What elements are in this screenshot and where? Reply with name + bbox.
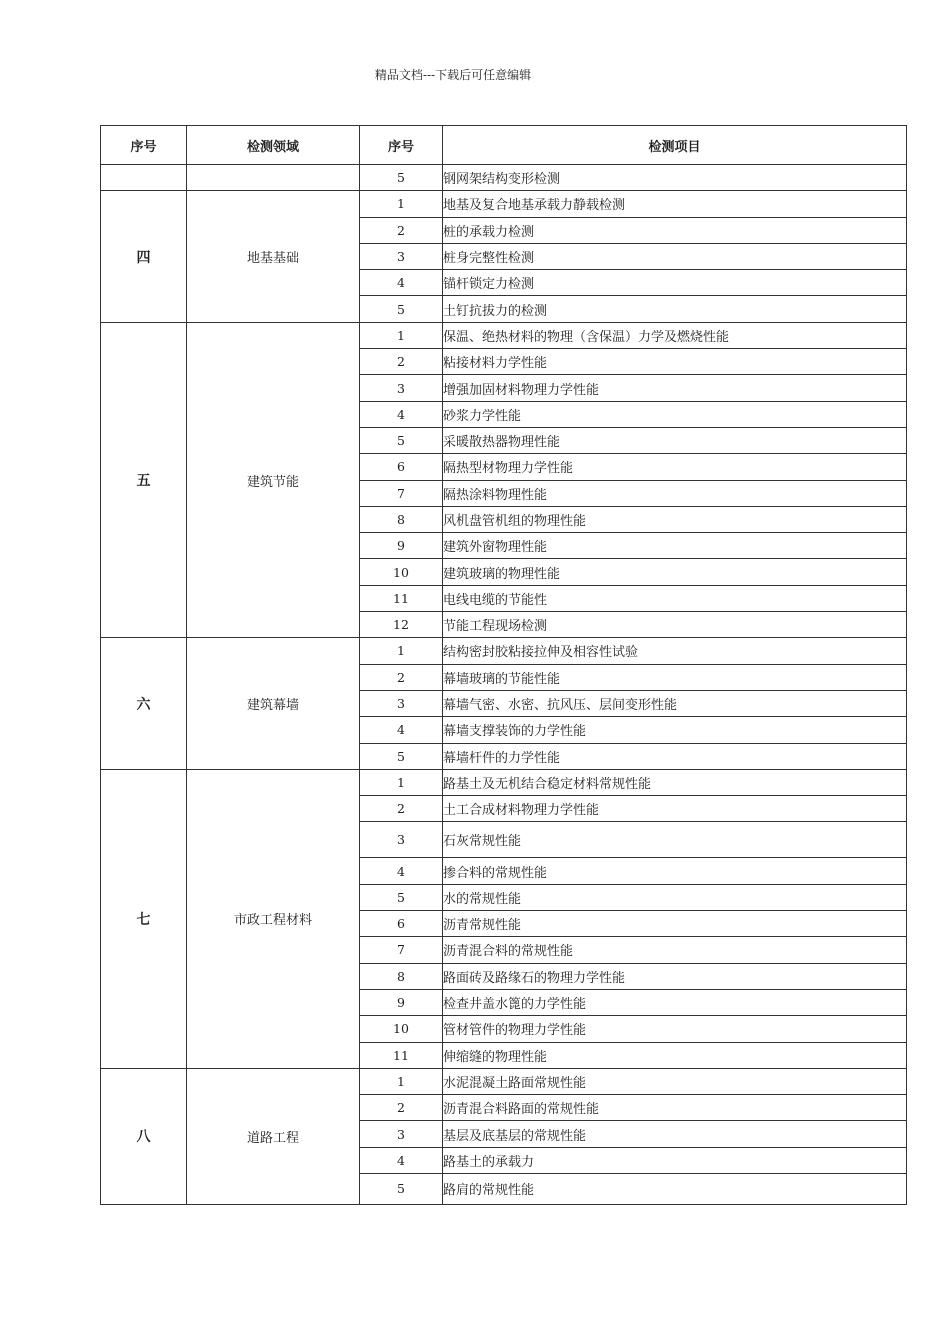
item-name: 钢网架结构变形检测 (443, 165, 907, 191)
item-number: 2 (360, 1095, 443, 1121)
item-name: 水的常规性能 (443, 884, 907, 910)
item-number: 5 (360, 427, 443, 453)
item-name: 结构密封胶粘接拉伸及相容性试验 (443, 638, 907, 664)
group-field: 市政工程材料 (187, 769, 360, 1068)
item-number: 6 (360, 911, 443, 937)
item-number: 3 (360, 822, 443, 858)
item-number: 1 (360, 769, 443, 795)
group-field: 道路工程 (187, 1068, 360, 1204)
item-number: 9 (360, 989, 443, 1015)
item-name: 锚杆锁定力检测 (443, 270, 907, 296)
group-number: 六 (101, 638, 187, 769)
item-name: 增强加固材料物理力学性能 (443, 375, 907, 401)
group-number (101, 165, 187, 191)
item-name: 隔热涂料物理性能 (443, 480, 907, 506)
item-number: 3 (360, 690, 443, 716)
group-number: 四 (101, 191, 187, 322)
item-number: 7 (360, 937, 443, 963)
col-field: 检测领域 (187, 126, 360, 165)
item-number: 1 (360, 1068, 443, 1094)
item-number: 5 (360, 296, 443, 322)
item-number: 3 (360, 1121, 443, 1147)
item-name: 保温、绝热材料的物理（含保温）力学及燃烧性能 (443, 322, 907, 348)
group-field: 建筑节能 (187, 322, 360, 638)
item-name: 沥青混合料路面的常规性能 (443, 1095, 907, 1121)
item-number: 2 (360, 217, 443, 243)
item-number: 1 (360, 322, 443, 348)
inspection-table (100, 125, 907, 1205)
item-name: 建筑玻璃的物理性能 (443, 559, 907, 585)
item-name: 沥青常规性能 (443, 911, 907, 937)
item-name: 桩的承载力检测 (443, 217, 907, 243)
table-row (101, 322, 907, 348)
item-name: 桩身完整性检测 (443, 243, 907, 269)
item-name: 路面砖及路缘石的物理力学性能 (443, 963, 907, 989)
item-number: 5 (360, 884, 443, 910)
item-number: 2 (360, 349, 443, 375)
item-number: 5 (360, 1173, 443, 1204)
item-name: 采暖散热器物理性能 (443, 427, 907, 453)
item-number: 1 (360, 191, 443, 217)
item-name: 土工合成材料物理力学性能 (443, 796, 907, 822)
item-number: 3 (360, 243, 443, 269)
item-number: 5 (360, 165, 443, 191)
item-number: 11 (360, 1042, 443, 1068)
table-row (101, 1068, 907, 1094)
item-name: 掺合料的常规性能 (443, 858, 907, 884)
item-name: 水泥混凝土路面常规性能 (443, 1068, 907, 1094)
item-name: 电线电缆的节能性 (443, 585, 907, 611)
item-number: 4 (360, 717, 443, 743)
group-field: 地基基础 (187, 191, 360, 322)
document-header: 精品文档---下载后可任意编辑 (374, 68, 532, 82)
group-field: 建筑幕墙 (187, 638, 360, 769)
item-number: 8 (360, 506, 443, 532)
item-number: 4 (360, 858, 443, 884)
item-number: 12 (360, 612, 443, 638)
item-name: 沥青混合料的常规性能 (443, 937, 907, 963)
item-name: 幕墙气密、水密、抗风压、层间变形性能 (443, 690, 907, 716)
item-number: 8 (360, 963, 443, 989)
item-number: 10 (360, 559, 443, 585)
item-name: 伸缩缝的物理性能 (443, 1042, 907, 1068)
item-number: 3 (360, 375, 443, 401)
item-name: 路肩的常规性能 (443, 1173, 907, 1204)
item-name: 幕墙杆件的力学性能 (443, 743, 907, 769)
item-number: 5 (360, 743, 443, 769)
item-name: 幕墙支撑装饰的力学性能 (443, 717, 907, 743)
col-item-number: 序号 (360, 126, 443, 165)
table-row (101, 165, 907, 191)
item-number: 6 (360, 454, 443, 480)
item-name: 检查井盖水篦的力学性能 (443, 989, 907, 1015)
item-name: 风机盘管机组的物理性能 (443, 506, 907, 532)
item-name: 土钉抗拔力的检测 (443, 296, 907, 322)
item-name: 隔热型材物理力学性能 (443, 454, 907, 480)
table-row (101, 769, 907, 795)
item-number: 2 (360, 664, 443, 690)
item-name: 管材管件的物理力学性能 (443, 1016, 907, 1042)
item-number: 4 (360, 401, 443, 427)
group-number: 七 (101, 769, 187, 1068)
item-name: 基层及底基层的常规性能 (443, 1121, 907, 1147)
item-number: 4 (360, 1147, 443, 1173)
item-number: 2 (360, 796, 443, 822)
item-name: 粘接材料力学性能 (443, 349, 907, 375)
table-row (101, 638, 907, 664)
item-name: 路基土的承载力 (443, 1147, 907, 1173)
group-number: 八 (101, 1068, 187, 1204)
item-name: 节能工程现场检测 (443, 612, 907, 638)
item-number: 7 (360, 480, 443, 506)
item-number: 10 (360, 1016, 443, 1042)
group-field (187, 165, 360, 191)
item-name: 地基及复合地基承载力静载检测 (443, 191, 907, 217)
item-name: 砂浆力学性能 (443, 401, 907, 427)
item-number: 11 (360, 585, 443, 611)
item-name: 路基土及无机结合稳定材料常规性能 (443, 769, 907, 795)
col-item: 检测项目 (443, 126, 907, 165)
item-name: 石灰常规性能 (443, 822, 907, 858)
col-group-number: 序号 (101, 126, 187, 165)
table-row (101, 191, 907, 217)
item-number: 9 (360, 533, 443, 559)
item-number: 4 (360, 270, 443, 296)
table-body (101, 165, 907, 1205)
table-header-row (101, 126, 907, 165)
item-name: 建筑外窗物理性能 (443, 533, 907, 559)
item-number: 1 (360, 638, 443, 664)
item-name: 幕墙玻璃的节能性能 (443, 664, 907, 690)
group-number: 五 (101, 322, 187, 638)
